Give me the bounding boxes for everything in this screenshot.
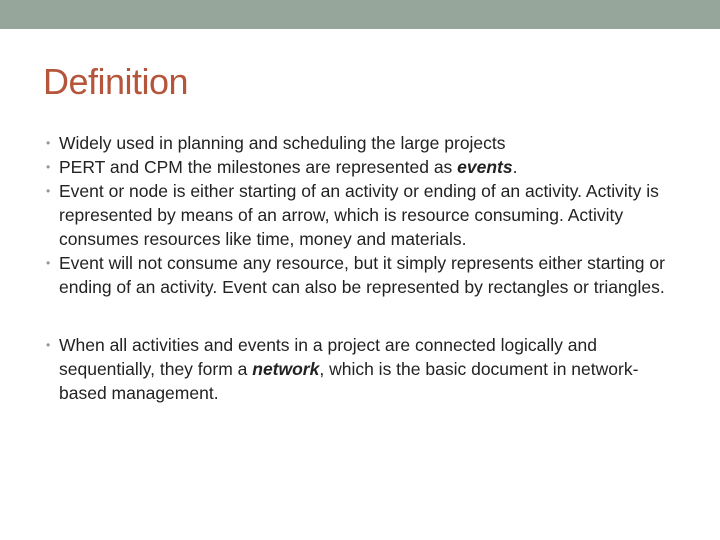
bullet-icon: • [46, 160, 51, 174]
slide-title: Definition [43, 61, 189, 102]
bullet-item-2 [46, 155, 686, 179]
bullet-item-4 [46, 251, 686, 299]
bullet-item-5 [46, 333, 686, 405]
bullet-icon: • [46, 136, 51, 150]
emphasis-events: events [457, 157, 513, 177]
bullet-item-1 [46, 131, 686, 155]
bullet-list [46, 131, 686, 405]
bullet-text: Widely used in planning and scheduling the large projects [59, 133, 506, 153]
bullet-icon: • [46, 256, 51, 270]
bullet-item-3 [46, 179, 686, 251]
top-accent-band [0, 0, 720, 29]
bullet-text-pre: When all activities and events in a project are connected logically and sequentially, they form a [59, 335, 597, 379]
emphasis-network: network [252, 359, 320, 379]
bullet-icon: • [46, 184, 51, 198]
bullet-text-post: , which is the basic document in network-based management. [59, 359, 639, 403]
bullet-icon: • [46, 338, 51, 352]
bullet-text-pre: PERT and CPM the milestones are represented as [59, 157, 458, 177]
bullet-text: Event or node is either starting of an activity or ending of an activity. Activity is represented by means of an arrow, which is resource consuming. Activity consumes resources like time, money and materials. [59, 181, 659, 249]
bullet-text: Event will not consume any resource, but it simply represents either starting or ending of an activity. Event can also be represented by rectangles or triangles. [59, 253, 665, 297]
bullet-text-post: . [512, 157, 518, 177]
